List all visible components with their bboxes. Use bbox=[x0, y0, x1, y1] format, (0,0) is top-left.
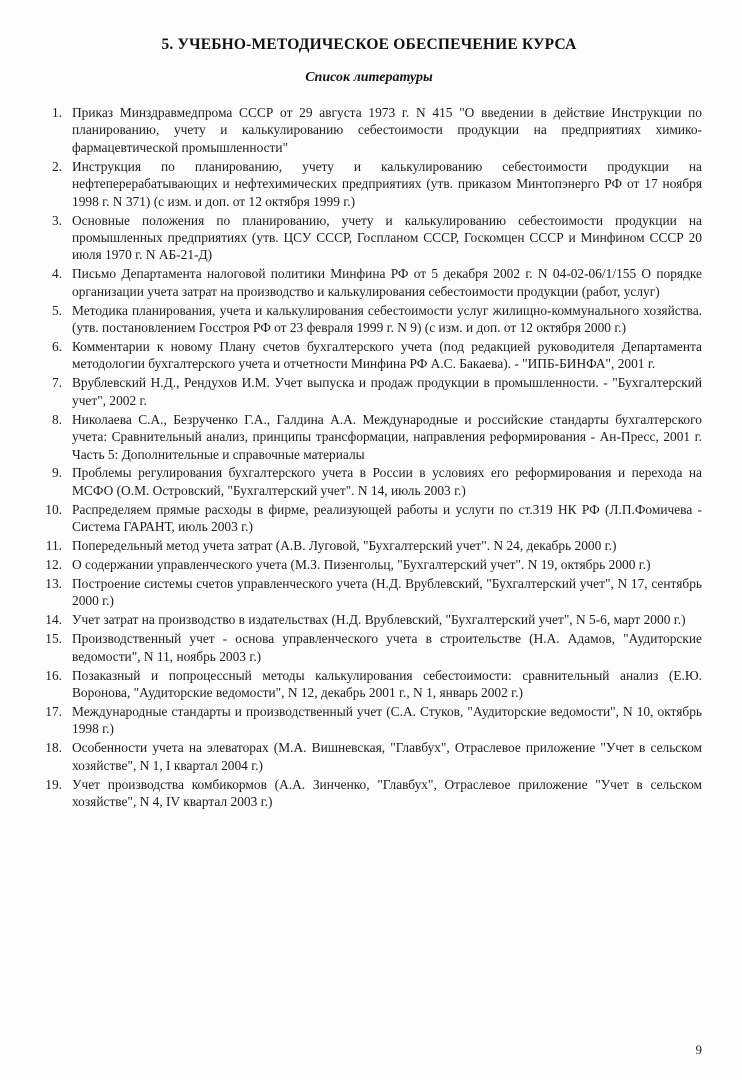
list-item bbox=[36, 556, 702, 573]
list-item bbox=[36, 411, 702, 463]
list-item-text: Позаказный и попроцессный методы калькулирования себестоимости: сравнительный анализ (Е.Ю. Воронова, "Аудиторские ведомости", N 12, декабрь 2001 г., N 1, январь 2002 г.) bbox=[72, 667, 702, 700]
list-item bbox=[36, 501, 702, 536]
list-item bbox=[36, 630, 702, 665]
list-item bbox=[36, 776, 702, 811]
list-item-number: 8. bbox=[51, 411, 62, 427]
section-subtitle: Список литературы bbox=[305, 70, 433, 85]
list-item-number: 1. bbox=[51, 105, 62, 120]
list-item-text: Построение системы счетов управленческого учета (Н.Д. Врублевский, "Бухгалтерский учет", N 17, сентябрь 2000 г.) bbox=[72, 575, 702, 609]
list-item-number: 17. bbox=[45, 703, 62, 719]
list-item-text: Письмо Департамента налоговой политики Минфина РФ от 5 декабря 2002 г. N 04-02-06/1/155 О порядке организации учета затрат на производство и калькулирования себестоимости продукции (работ, услуг) bbox=[72, 266, 702, 299]
list-item bbox=[36, 575, 702, 610]
list-item-number: 3. bbox=[51, 212, 62, 228]
list-item-number: 7. bbox=[51, 375, 62, 391]
list-item bbox=[36, 464, 702, 499]
list-item-number: 18. bbox=[45, 740, 62, 756]
list-item-text: Особенности учета на элеваторах (М.А. Вишневская, "Главбух", Отраслевое приложение "Учет в сельском хозяйстве", N 1, I квартал 2004 г.) bbox=[72, 740, 702, 773]
list-item-text: Попередельный метод учета затрат (А.В. Луговой, "Бухгалтерский учет". N 24, декабрь 2000 г.) bbox=[72, 538, 617, 554]
list-item-text: Инструкция по планированию, учету и калькулированию себестоимости продукции на нефтеперерабатывающих и нефтехимических предприятиях (утв. приказом Минтопэнерго РФ от 17 ноября 1998 г. N 371) (с изм. и доп. от 12 октября 1999 г.) bbox=[72, 158, 702, 209]
list-item-number: 15. bbox=[45, 631, 62, 647]
list-item-number: 10. bbox=[45, 501, 62, 517]
list-item-number: 6. bbox=[51, 338, 62, 354]
list-item-number: 9. bbox=[51, 465, 62, 481]
list-item-number: 5. bbox=[51, 302, 62, 318]
list-item-number: 13. bbox=[45, 575, 62, 591]
list-item bbox=[36, 703, 702, 738]
list-item bbox=[36, 374, 702, 409]
list-item bbox=[36, 212, 702, 264]
list-item bbox=[36, 537, 702, 554]
list-item-number: 19. bbox=[45, 776, 62, 792]
list-item-text: Методика планирования, учета и калькулирования себестоимости услуг жилищно-коммунального хозяйства. (утв. постановлением Госстроя РФ от 23 февраля 1999 г. N 9) (с изм. и доп. от 12 октября 2000 г.) bbox=[72, 302, 702, 336]
page-number: 9 bbox=[695, 1042, 702, 1057]
list-item bbox=[36, 667, 702, 702]
list-item bbox=[36, 265, 702, 300]
list-item-text: Врублевский Н.Д., Рендухов И.М. Учет выпуска и продаж продукции в промышленности. - "Бухгалтерский учет", 2002 г. bbox=[72, 375, 702, 408]
list-item-number: 14. bbox=[45, 612, 62, 628]
list-item bbox=[36, 302, 702, 337]
list-item-text: Производственный учет - основа управленческого учета в строительстве (Н.А. Адамов, "Аудиторские ведомости", N 11, ноябрь 2003 г.) bbox=[72, 631, 702, 664]
list-item bbox=[36, 739, 702, 774]
list-item-number: 2. bbox=[51, 158, 62, 174]
list-item-text: Учет затрат на производство в издательствах (Н.Д. Врублевский, "Бухгалтерский учет", N 5-6, март 2000 г.) bbox=[72, 612, 686, 628]
list-item-number: 11. bbox=[45, 538, 62, 554]
list-item-text: Николаева С.А., Безрученко Г.А., Галдина А.А. Международные и российские стандарты бухгалтерского учета: Сравнительный анализ, принципы трансформации, направления реформирования - Ан-Пресс, 2001 г. Часть 5: Дополнительные и справочные материалы bbox=[72, 411, 702, 462]
list-item-text: Распределяем прямые расходы в фирме, реализующей работы и услуги по ст.319 НК РФ (Л.П.Фомичева - Система ГАРАНТ, июль 2003 г.) bbox=[72, 501, 702, 535]
list-item-text: Основные положения по планированию, учету и калькулированию себестоимости продукции на промышленных предприятиях (утв. ЦСУ СССР, Госпланом СССР, Госкомцен СССР и Минфином СССР 20 июля 1970 г. N АБ-21-Д) bbox=[72, 212, 702, 263]
list-item-number: 4. bbox=[51, 266, 62, 282]
list-item-text: Международные стандарты и производственный учет (С.А. Стуков, "Аудиторские ведомости", N 10, октябрь 1998 г.) bbox=[72, 703, 702, 737]
page-title: 5. УЧЕБНО-МЕТОДИЧЕСКОЕ ОБЕСПЕЧЕНИЕ КУРСА bbox=[161, 36, 577, 53]
list-item-number: 12. bbox=[45, 557, 62, 573]
list-item-text: Учет производства комбикормов (А.А. Зинченко, "Главбух", Отраслевое приложение "Учет в сельском хозяйстве", N 4, IV квартал 2003 г.) bbox=[72, 776, 702, 810]
list-item-number: 16. bbox=[45, 667, 62, 683]
list-item bbox=[36, 338, 702, 373]
list-item bbox=[36, 104, 702, 156]
reference-list bbox=[36, 104, 702, 810]
list-item bbox=[36, 611, 702, 628]
list-item bbox=[36, 158, 702, 210]
list-item-text: Приказ Минздравмедпрома СССР от 29 августа 1973 г. N 415 "О введении в действие Инструкции по планированию, учету и калькулированию себестоимости продукции на предприятиях химико-фармацевтической промышленности" bbox=[72, 105, 702, 155]
list-item-text: О содержании управленческого учета (М.З. Пизенгольц, "Бухгалтерский учет". N 19, октябрь 2000 г.) bbox=[72, 557, 651, 573]
list-item-text: Комментарии к новому Плану счетов бухгалтерского учета (под редакцией руководителя Департамента методологии бухгалтерского учета и отчетности Минфина РФ А.С. Бакаева). - "ИПБ-БИНФА", 2001 г. bbox=[72, 338, 702, 372]
list-item-text: Проблемы регулирования бухгалтерского учета в России в условиях его реформирования и перехода на МСФО (О.М. Островский, "Бухгалтерский учет". N 14, июль 2003 г.) bbox=[72, 465, 702, 498]
